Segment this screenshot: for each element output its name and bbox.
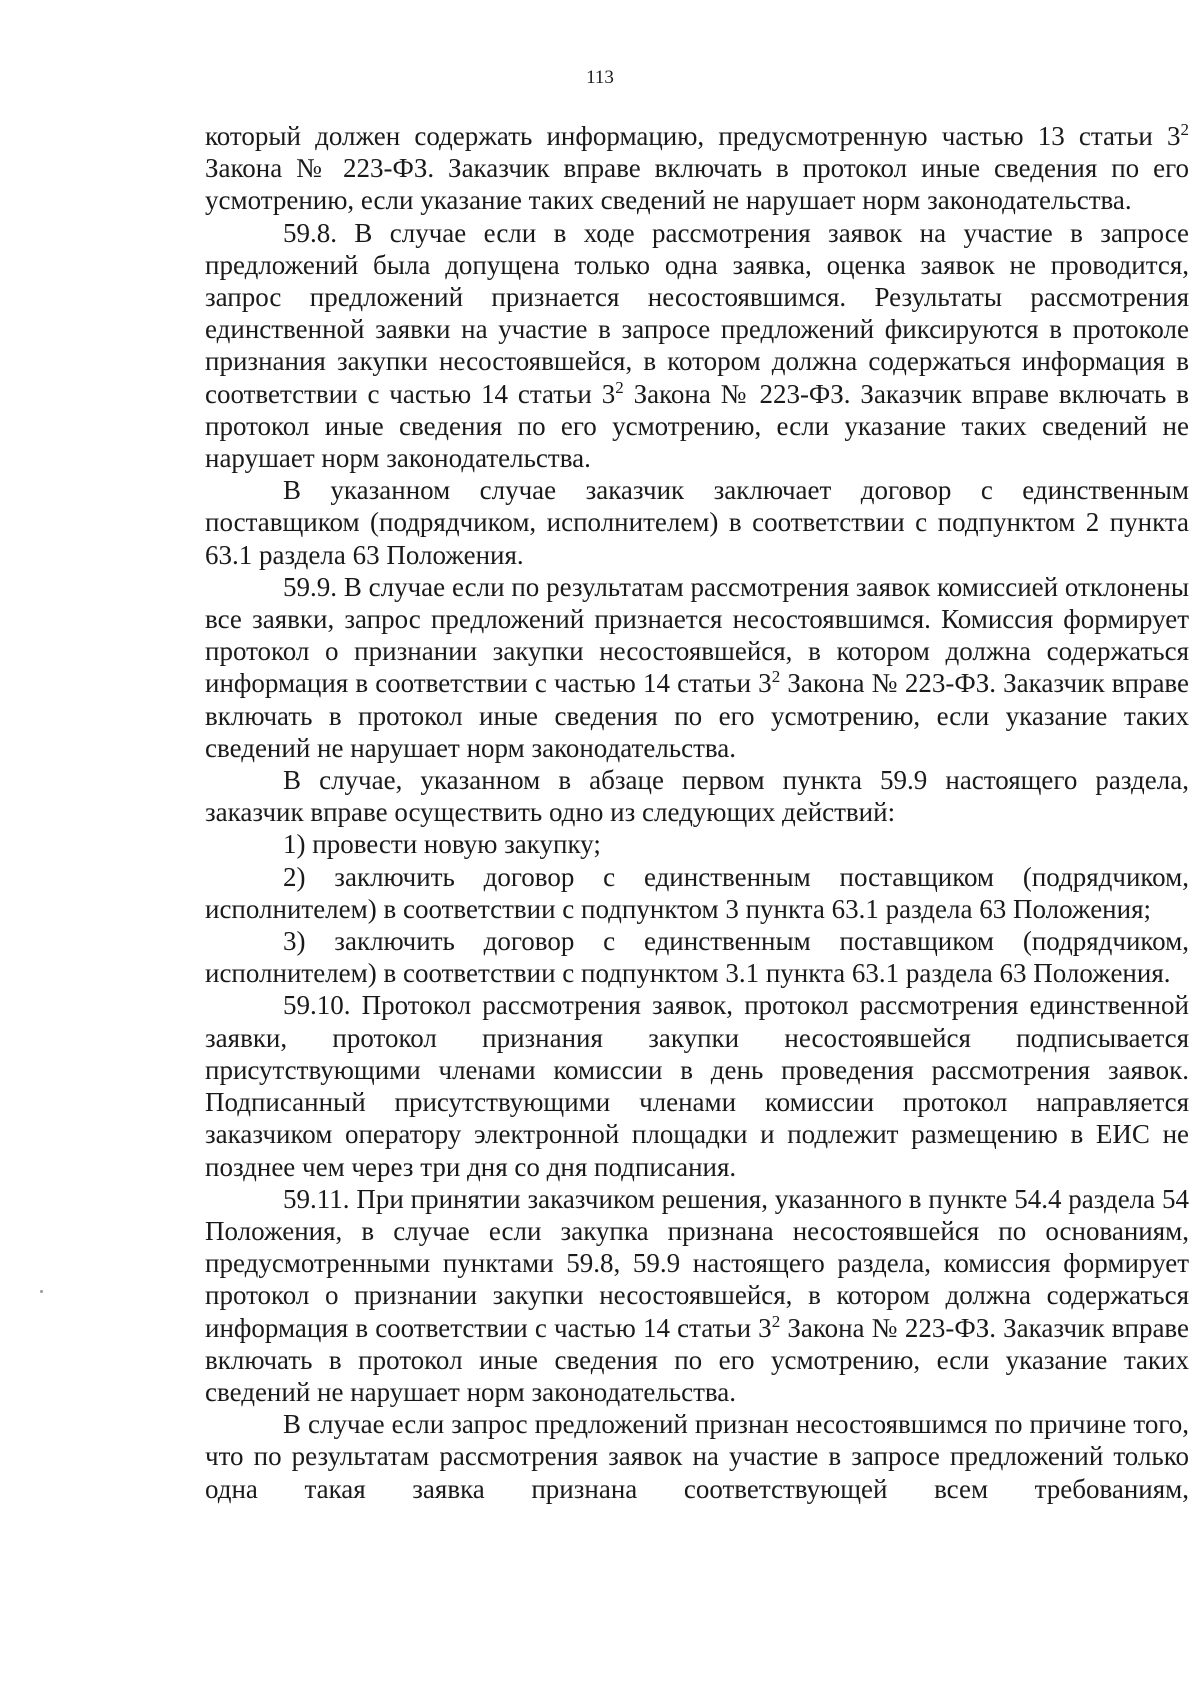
paragraph-59-11: 59.11. При принятии заказчиком решения, указанного в пункте 54.4 раздела 54 Положения, в случае если закупка признана несостоявшейся по основаниям, предусмотренными пунктами 59.8, 59.9 настоящего раздела, комиссия формирует протокол о признании закупки несостоявшейся, в котором должна содержаться информация в соответствии с частью 14 статьи $3^2$ Закона № 223-ФЗ. Заказчик вправе включать в протокол иные сведения по его усмотрению, если указание таких сведений не нарушает норм законодательства. [205,1183,1189,1407]
document-body [205,120,1189,1505]
paragraph-continuation: который должен содержать информацию, предусмотренную частью 13 статьи $3^2$ Закона № 223-ФЗ. Заказчик вправе включать в протокол иные сведения по его усмотрению, если указание таких сведений не нарушает норм законодательства. [205,120,1189,216]
paragraph-59-9: 59.9. В случае если по результатам рассмотрения заявок комиссией отклонены все заявки, запрос предложений признается несостоявшимся. Комиссия формирует протокол о признании закупки несостоявшейся, в котором должна содержаться информация в соответствии с частью 14 статьи $3^2$ Закона № 223-ФЗ. Заказчик вправе включать в протокол иные сведения по его усмотрению, если указание таких сведений не нарушает норм законодательства. [205,571,1189,763]
paragraph-59-10: 59.10. Протокол рассмотрения заявок, протокол рассмотрения единственной заявки, протокол признания закупки несостоявшейся подписывается присутствующими членами комиссии в день проведения рассмотрения заявок. Подписанный присутствующими членами комиссии протокол направляется заказчиком оператору электронной площадки и подлежит размещению в ЕИС не позднее чем через три дня со дня подписания. [205,990,1189,1182]
list-item-1: 1) провести новую закупку; [283,829,601,860]
paragraph-59-11-unfinished: В случае если запрос предложений признан несостоявшимся по причине того, что по результатам рассмотрения заявок на участие в запросе предложений только одна такая заявка признана соответствующей всем требованиям, [205,1409,1189,1504]
list-item-2: 2) заключить договор с единственным поставщиком (подрядчиком, исполнителем) в соответствии с подпунктом 3 пункта 63.1 раздела 63 Положения; [205,861,1189,924]
scan-dot-mark [40,1290,43,1293]
paragraph-59-8: 59.8. В случае если в ходе рассмотрения заявок на участие в запросе предложений была допущена только одна заявка, оценка заявок не проводится, запрос предложений признается несостоявшимся. Результаты рассмотрения единственной заявки на участие в запросе предложений фиксируются в протоколе признания закупки несостоявшейся, в котором должна содержаться информация в соответствии с частью 14 статьи $3^2$ Закона № 223-ФЗ. Заказчик вправе включать в протокол иные сведения по его усмотрению, если указание таких сведений не нарушает норм законодательства. [205,217,1189,474]
page-number: 113 [586,67,614,88]
list-item-3: 3) заключить договор с единственным поставщиком (подрядчиком, исполнителем) в соответствии с подпунктом 3.1 пункта 63.1 раздела 63 Положения. [205,926,1189,989]
paragraph-59-8-contract: В указанном случае заказчик заключает договор с единственным поставщиком (подрядчиком, исполнителем) в соответствии с подпунктом 2 пункта 63.1 раздела 63 Положения. [205,475,1189,570]
paragraph-59-9-actions: В случае, указанном в абзаце первом пункта 59.9 настоящего раздела, заказчик вправе осуществить одно из следующих действий: [205,765,1189,828]
